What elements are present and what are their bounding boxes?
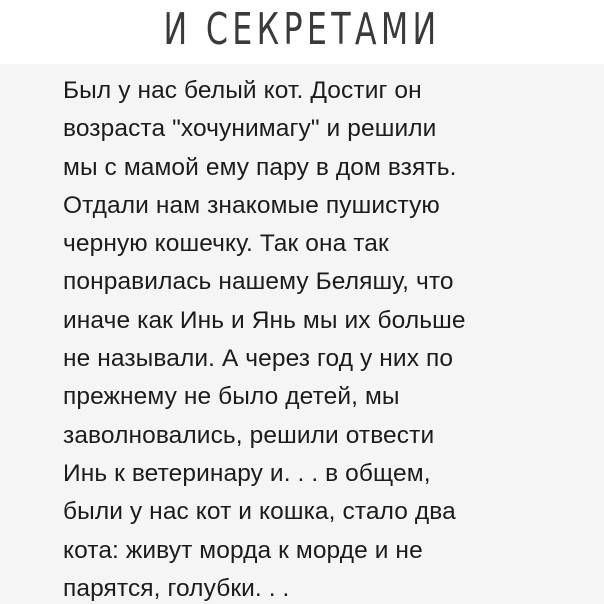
- story-text: [63, 72, 603, 604]
- story-line: были у нас кот и кошка, стало два: [63, 498, 456, 526]
- story-line: кота: живут морда к морде и не: [63, 536, 423, 564]
- story-panel: [0, 64, 604, 604]
- story-line: мы с мамой ему пару в дом взять.: [63, 153, 457, 181]
- story-line: не называли. А через год у них по: [63, 345, 454, 373]
- header: [0, 0, 604, 64]
- story-line: заволновались, решили отвести: [63, 421, 435, 449]
- story-line: черную кошечку. Так она так: [63, 230, 389, 258]
- story-line: иначе как Инь и Янь мы их больше: [63, 306, 466, 334]
- story-line: Отдали нам знакомые пушистую: [63, 191, 440, 219]
- story-line: понравилась нашему Беляшу, что: [63, 268, 454, 296]
- story-line: возраста "хочунимагу" и решили: [63, 115, 437, 143]
- story-line: Инь к ветеринару и. . . в общем,: [63, 459, 431, 487]
- story-line: прежнему не было детей, мы: [63, 383, 400, 411]
- page-title: И СЕКРЕТАМИ: [163, 4, 441, 55]
- story-line: парятся, голубки. . .: [63, 574, 290, 602]
- story-line: Был у нас белый кот. Достиг он: [63, 77, 422, 104]
